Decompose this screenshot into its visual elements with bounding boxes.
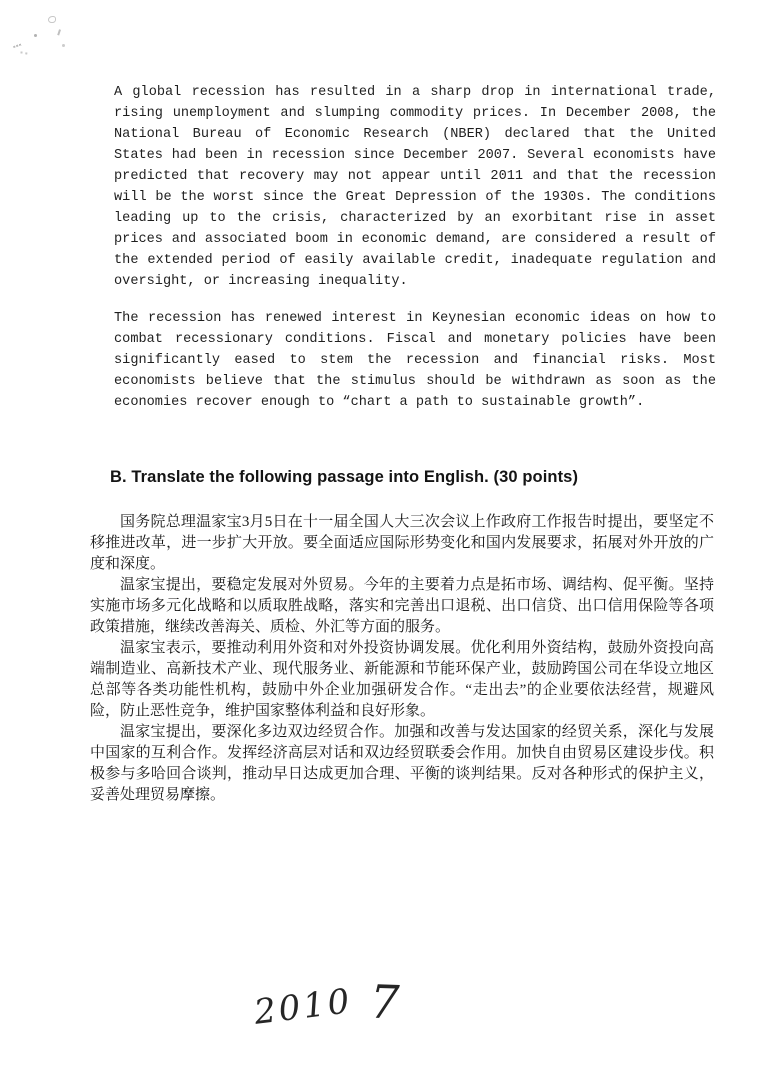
scan-smudge: [57, 29, 65, 37]
handwritten-year: 2010: [251, 981, 355, 1033]
passage-a-paragraph-2: The recession has renewed interest in Keynesian economic ideas on how to combat recessionary conditions. Fiscal and monetary policies have been significantly eased to stem the recession and financial risks. Most economists believe that the stimulus should be withdrawn as soon as the economies recover enough to “chart a path to sustainable growth”.: [114, 311, 716, 410]
passage-b-paragraph-1: 国务院总理温家宝3月5日在十一届全国人大三次会议上作政府工作报告时提出，要坚定不移推进改革，进一步扩大开放。要全面适应国际形势变化和国内发展要求，拓展对外开放的广度和深度。: [90, 514, 714, 572]
scan-smudge: [20, 51, 28, 58]
handwritten-number: 7: [369, 974, 401, 1030]
passage-a-paragraph-1: A global recession has resulted in a sharp drop in international trade, rising unemployment and slumping commodity prices. In December 2008, the National Bureau of Economic Research (NBER) declared that the United States had been in recession since December 2007. Several economists have predicted that recovery may not appear until 2011 and that the recession will be the worst since the Great Depression of the 1930s. The conditions leading up to the crisis, characterized by an exorbitant rise in asset prices and associated boom in economic demand, are considered a result of the extended period of easily available credit, inadequate regulation and oversight, or increasing inequality.: [114, 85, 716, 289]
passage-a: [114, 82, 716, 413]
scan-smudge: [11, 37, 22, 48]
section-b-heading: B. Translate the following passage into English. (30 points): [110, 468, 579, 486]
passage-b: [90, 512, 714, 806]
scan-smudge: [34, 34, 37, 37]
handwritten-annotation: [248, 975, 468, 1055]
passage-b-paragraph-4: 温家宝提出，要深化多边双边经贸合作。加强和改善与发达国家的经贸关系，深化与发展中国家的互利合作。发挥经济高层对话和双边经贸联委会作用。加快自由贸易区建设步伐。积极参与多哈回合谈判，推动早日达成更加合理、平衡的谈判结果。反对各种形式的保护主义，妥善处理贸易摩擦。: [90, 724, 714, 803]
scan-smudge: [48, 16, 56, 23]
scan-smudge: [62, 44, 65, 47]
passage-b-paragraph-3: 温家宝表示，要推动利用外资和对外投资协调发展。优化利用外资结构，鼓励外资投向高端制造业、高新技术产业、现代服务业、新能源和节能环保产业，鼓励跨国公司在华设立地区总部等各类功能性机构，鼓励中外企业加强研发合作。“走出去”的企业要依法经营，规避风险，防止恶性竞争，维护国家整体利益和良好形象。: [90, 640, 714, 719]
passage-b-paragraph-2: 温家宝提出，要稳定发展对外贸易。今年的主要着力点是拓市场、调结构、促平衡。坚持实施市场多元化战略和以质取胜战略，落实和完善出口退税、出口信贷、出口信用保险等各项政策措施，继续改善海关、质检、外汇等方面的服务。: [90, 577, 714, 635]
